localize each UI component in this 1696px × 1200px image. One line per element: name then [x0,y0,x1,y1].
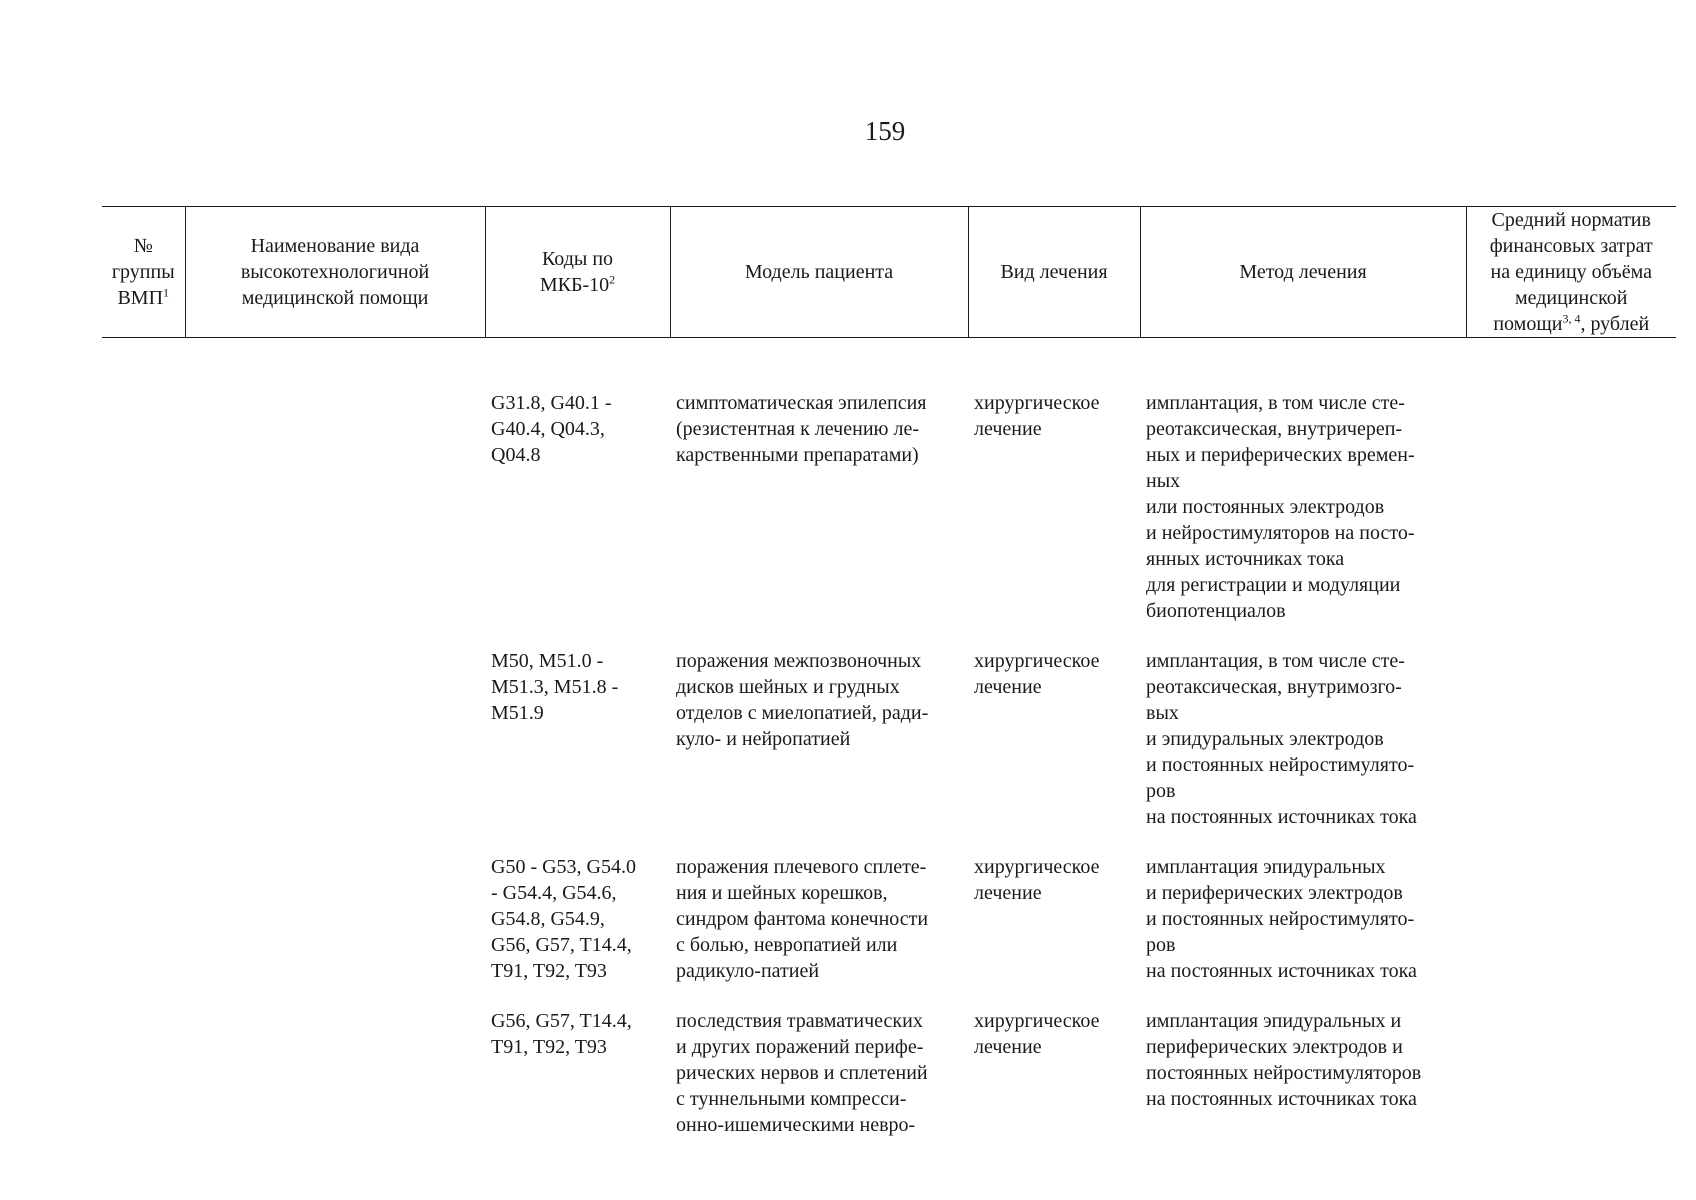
cell-cost [1466,1008,1676,1138]
header-method: Метод лечения [1140,207,1466,338]
row-gap [102,984,1676,1008]
row-gap [102,830,1676,854]
table-row [102,648,1676,830]
header-cost: Средний норматив финансовых затрат на единицу объёма медицинской помощи$^{3, 4}$, рублей [1466,207,1676,338]
cell-cost [1466,648,1676,830]
cell-patient-model: последствия травматических и других поражений перифе- рических нервов и сплетений с туннельными компресси- онно-ишемическими невро- [676,1010,928,1136]
cell-icd-codes: G56, G57, T14.4, T91, T92, T93 [491,1010,632,1058]
table-row [102,1008,1676,1138]
header-footnote-ref: 3, 4 [1562,311,1581,326]
table-body [102,338,1676,1139]
cell-patient-model: симптоматическая эпилепсия (резистентная к лечению ле- карственными препаратами) [676,392,927,466]
header-group: № группы ВМП$^1$ [102,207,185,338]
cell-icd-codes: G50 - G53, G54.0 - G54.4, G54.6, G54.8, G54.9, G56, G57, T14.4, T91, T92, T93 [491,856,636,982]
cell-name [185,390,485,624]
header-name: Наименование вида высокотехнологичной медицинской помощи [185,207,485,338]
cell-icd-codes: G31.8, G40.1 - G40.4, Q04.3, Q04.8 [491,392,612,466]
row-gap [102,624,1676,648]
header-footnote-ref: 1 [163,285,170,300]
cell-treatment-method: имплантация эпидуральных и периферических электродов и постоянных нейростимуляторов на постоянных источниках тока [1146,1010,1422,1110]
header-footnote-ref: 2 [609,272,616,287]
cell-treatment-method: имплантация, в том числе сте- реотаксическая, внутричереп- ных и периферических времен- ных или постоянных электродов и нейростимуляторов на посто- янных источниках тока для регистрации и модуляции биопотенциалов [1146,392,1415,622]
vmp-table [102,206,1676,1138]
header-treatment: Вид лечения [968,207,1140,338]
cell-treatment-type: хирургическое лечение [974,650,1100,698]
table-row [102,390,1676,624]
cell-cost [1466,854,1676,984]
header-spacer [102,338,1676,391]
cell-icd-codes: M50, M51.0 - M51.3, M51.8 - M51.9 [491,650,619,724]
table-row [102,854,1676,984]
page-number: 159 [864,116,906,146]
cell-patient-model: поражения плечевого сплете- ния и шейных корешков, синдром фантома конечности с болью, невропатией или радикуло-патией [676,856,929,982]
cell-treatment-type: хирургическое лечение [974,1010,1100,1058]
table-header [102,207,1676,338]
cell-treatment-method: имплантация, в том числе сте- реотаксическая, внутримозго- вых и эпидуральных электродов и постоянных нейростимулято- ров на постоянных источниках тока [1146,650,1417,828]
cell-group [102,854,185,984]
header-model: Модель пациента [670,207,968,338]
cell-group [102,1008,185,1138]
cell-name [185,1008,485,1138]
cell-name [185,854,485,984]
cell-treatment-type: хирургическое лечение [974,392,1100,440]
cell-name [185,648,485,830]
cell-treatment-method: имплантация эпидуральных и периферических электродов и постоянных нейростимулято- ров на постоянных источниках тока [1146,856,1417,982]
cell-group [102,648,185,830]
cell-patient-model: поражения межпозвоночных дисков шейных и грудных отделов с миелопатией, ради- куло- и нейропатией [676,650,929,750]
cell-cost [1466,390,1676,624]
cell-group [102,390,185,624]
cell-treatment-type: хирургическое лечение [974,856,1100,904]
header-codes: Коды по МКБ-$10^2$ [485,207,670,338]
